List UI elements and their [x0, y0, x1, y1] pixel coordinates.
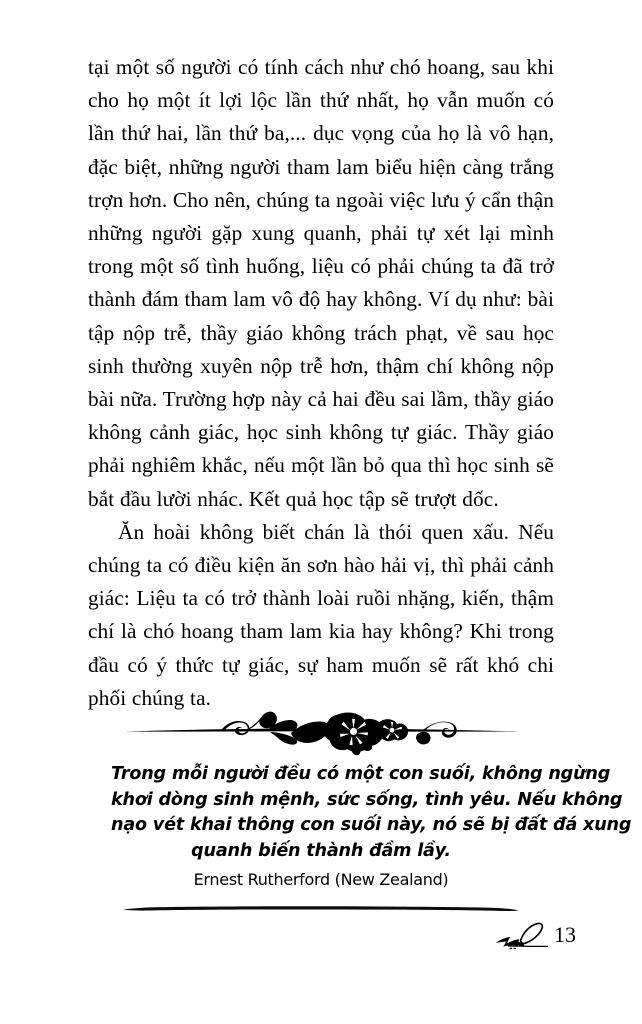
- quote-author: Ernest Rutherford (New Zealand): [193, 870, 449, 889]
- quote-line: Trong mỗi người đều có một con suối, không ngừng: [111, 764, 611, 784]
- tapered-rule-icon: [121, 903, 521, 921]
- body-text-column: [88, 51, 554, 715]
- paragraph-2: Ăn hoài không biết chán là thói quen xấu. Nếu chúng ta có điều kiện ăn sơn hào hải vị, thì phải cảnh giác: Liệu ta có trở thành loài ruồi nhặng, kiến, thậm chí là chó hoang tham lam kia hay không? Khi trong đầu có ý thức tự giác, sự ham muốn sẽ rất khó chi phối chúng ta.: [88, 519, 554, 710]
- page-folio: [492, 920, 576, 952]
- folio-leaf-ornament-icon: [492, 920, 550, 952]
- quote-text: [111, 762, 632, 864]
- page-number: 13: [554, 922, 576, 947]
- paragraph-1: tại một số người có tính cách như chó hoang, sau khi cho họ một ít lợi lộc lần thứ nhất, họ vẫn muốn có lần thứ hai, lần thứ ba,... dục vọng của họ là vô hạn, đặc biệt, những người tham lam biểu hiện càng trắng trợn hơn. Cho nên, chúng ta ngoài việc lưu ý cẩn thận những người gặp xung quanh, phải tự xét lại mình trong một số tình huống, liệu có phải chúng ta đã trở thành đám tham lam vô độ hay không. Ví dụ như: bài tập nộp trễ, thầy giáo không trách phạt, về sau học sinh thường xuyên nộp trễ hơn, thậm chí không nộp bài nữa. Trường hợp này cả hai đều sai lầm, thầy giáo không cảnh giác, học sinh không tự giác. Thầy giáo phải nghiêm khắc, nếu một lần bỏ qua thì học sinh sẽ bắt đầu lười nhác. Kết quả học tập sẽ trượt dốc.: [88, 55, 554, 511]
- quote-block: [0, 700, 642, 921]
- quote-line: khơi dòng sinh mệnh, sức sống, tình yêu. Nếu không: [111, 789, 623, 810]
- quote-line: quanh biến thành đầm lầy.: [191, 840, 451, 861]
- floral-ornament-icon: [121, 700, 521, 758]
- quote-line: nạo vét khai thông con suối này, nó sẽ bị đất đá xung: [111, 815, 632, 835]
